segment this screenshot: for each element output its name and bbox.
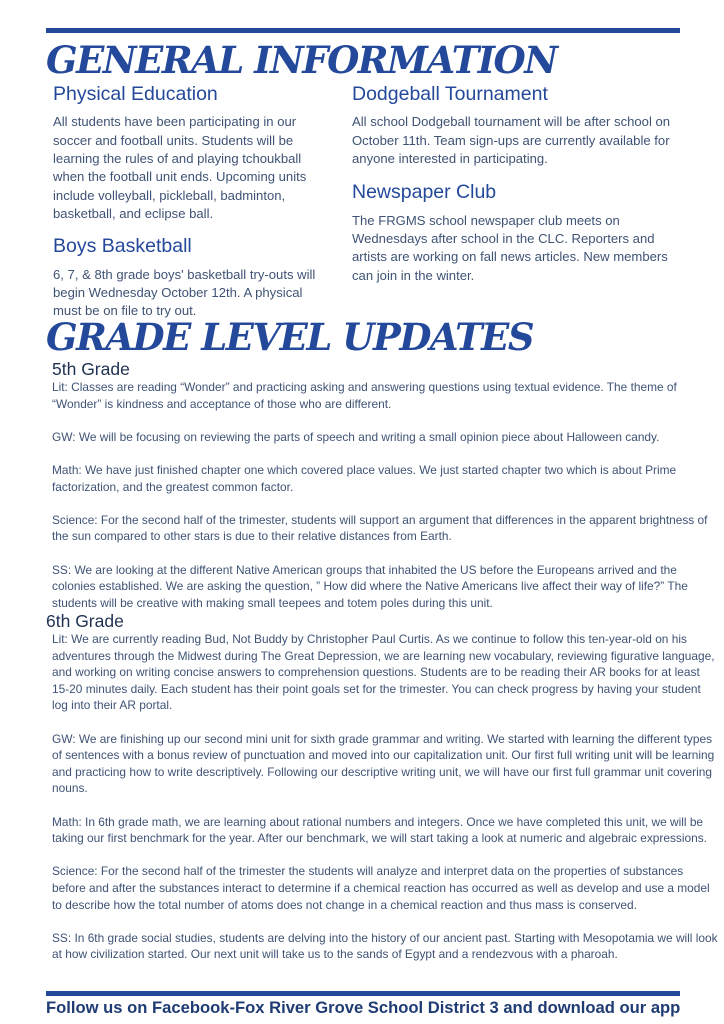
section-body: The FRGMS school newspaper club meets on Wednesdays after school in the CLC. Reporters and artists are working on fall news articles. New members can join in the winter. (352, 212, 668, 283)
grade-paragraph: Math: We have just finished chapter one which covered place values. We just started chapter two which is about Prime factorization, and the greatest common factor. (52, 462, 677, 494)
section-body: 6, 7, & 8th grade boys' basketball try-outs will begin Wednesday October 12th. A physical must be on file to try out. (53, 266, 316, 319)
section-physical-education (53, 83, 333, 223)
grade-level-updates-title: GRADE LEVEL UPDATES (46, 315, 534, 359)
grade-heading: 5th Grade (52, 359, 130, 379)
footer-text: Follow us on Facebook-Fox River Grove School District 3 and download our app (46, 998, 681, 1017)
bottom-rule (46, 991, 680, 996)
grade-paragraph: Science: For the second half of the trimester, students will support an argument that differences in the apparent brightness of the sun compared to other stars is due to their relative distances from Earth. (52, 512, 708, 544)
section-newspaper-club (352, 181, 687, 285)
section-heading: Dodgeball Tournament (352, 83, 548, 105)
top-rule (46, 28, 680, 33)
grade-paragraph: Lit: Classes are reading “Wonder” and practicing asking and answering questions using textual evidence. The theme of “Wonder” is kindness and acceptance of those who are different. (52, 380, 677, 411)
section-boys-basketball (53, 235, 333, 320)
grade-paragraph: SS: In 6th grade social studies, students are delving into the history of our ancient past. Starting with Mesopotamia we will look at how civilization started. Our next unit will take us to the sands of Egypt and a rendezvous with a pharoah. (52, 930, 718, 962)
general-information-title: GENERAL INFORMATION (46, 38, 557, 82)
grade-paragraph: Lit: We are currently reading Bud, Not Buddy by Christopher Paul Curtis. As we continue to follow this ten-year-old on his adventures through the Midwest during The Great Depression, we are learning new vocabulary, reviewing figurative language, and working on writing concise answers to comprehension questions. Students are to be reading their AR books for at least 15-20 minutes daily. Each student has their point goals set for the trimester. You can check progress by having your student log into their AR portal. (52, 632, 715, 713)
section-heading: Physical Education (53, 83, 218, 105)
section-heading: Boys Basketball (53, 235, 192, 258)
grade-heading: 6th Grade (46, 611, 124, 631)
grade-6-section (46, 612, 720, 963)
grade-paragraph: SS: We are looking at the different Native American groups that inhabited the US before the Europeans arrived and the colonies established. We are asking the question, ” How did where the Native Americans live affect their way of life?” The students will be creative with making small teepees and totem poles during this unit. (52, 562, 688, 610)
grade-paragraph: Math: In 6th grade math, we are learning about rational numbers and integers. Once we have completed this unit, we will be taking our first benchmark for the year. After our benchmark, we will start taking a look at numeric and algebraic expressions. (52, 814, 707, 846)
general-left-column (53, 83, 333, 320)
section-heading: Newspaper Club (352, 181, 497, 204)
grade-5-section (52, 360, 720, 611)
section-body: All students have been participating in our soccer and football units. Students will be learning the rules of and playing tchoukball when the football unit ends. Upcoming units include volleyball, pickleball, badminton, basketball, and eclipse ball. (53, 114, 307, 221)
section-dodgeball-tournament (352, 83, 687, 168)
section-body: All school Dodgeball tournament will be after school on October 11th. Team sign-ups are currently available for anyone interested in participating. (352, 114, 671, 166)
grade-paragraph: GW: We are finishing up our second mini unit for sixth grade grammar and writing. We started with learning the different types of sentences with a bonus review of punctuation and moved into our capitalization unit. Our first full writing unit will be learning and practicing how to write descriptively. Following our descriptive writing unit, we will have our first full grammar unit covering nouns. (52, 731, 715, 796)
grade-paragraph: GW: We will be focusing on reviewing the parts of speech and writing a small opinion piece about Halloween candy. (52, 429, 660, 444)
grade-paragraph: Science: For the second half of the trimester the students will analyze and interpret data on the properties of substances before and after the substances interact to determine if a chemical reaction has occurred as well as develop and use a model to describe how the total number of atoms does not change in a chemical reaction and thus mass is conserved. (52, 864, 710, 912)
general-right-column (352, 83, 687, 285)
